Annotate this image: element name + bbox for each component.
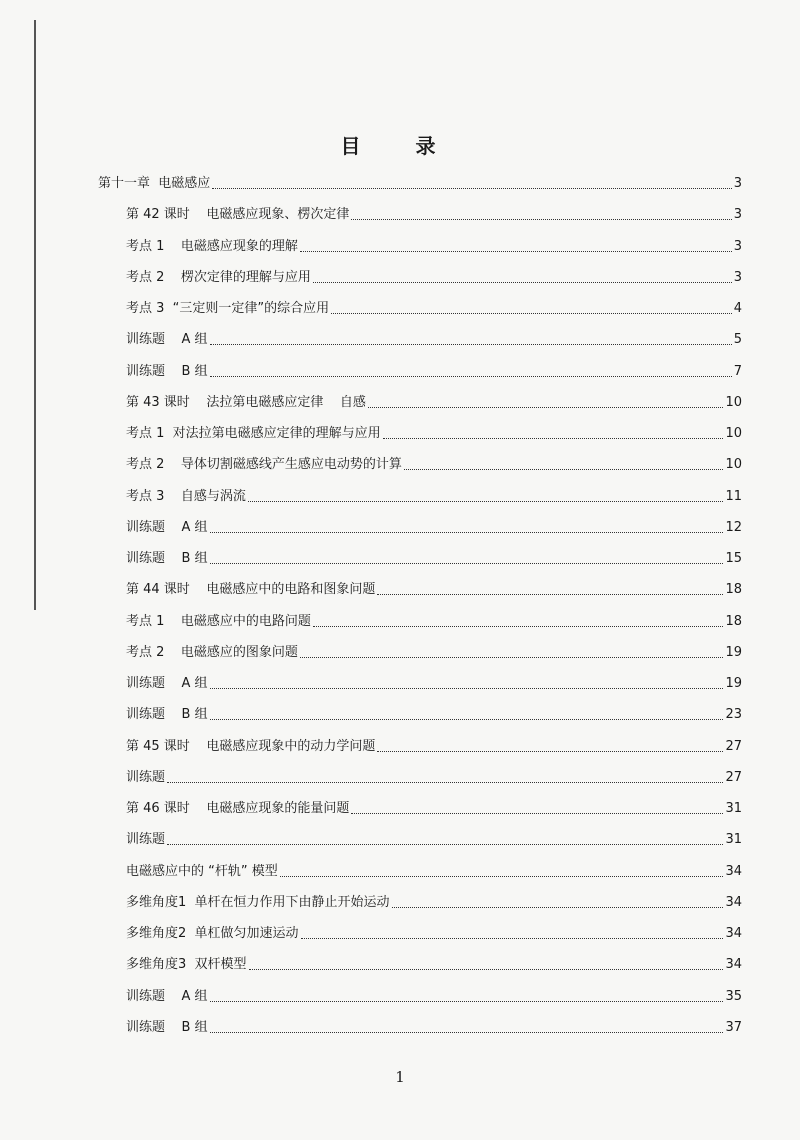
toc-entry xyxy=(126,235,742,255)
toc-entry xyxy=(126,766,742,786)
toc-entry xyxy=(126,953,742,973)
toc-entry-page: 18 xyxy=(725,613,742,629)
page-title: 目 录 xyxy=(340,134,460,158)
toc-entry-label: 考点 1 电磁感应现象的理解 xyxy=(126,238,298,254)
dot-leader xyxy=(404,468,724,470)
dot-leader xyxy=(167,781,723,783)
toc-entry xyxy=(126,828,742,848)
dot-leader xyxy=(210,375,732,377)
binding-margin-line xyxy=(34,20,36,610)
dot-leader xyxy=(167,843,723,845)
dot-leader xyxy=(313,281,732,283)
toc-entry-label: 考点 3 自感与涡流 xyxy=(126,488,246,504)
toc-entry xyxy=(126,328,742,348)
toc-entry-label: 多维角度2 单杠做匀加速运动 xyxy=(126,926,299,941)
dot-leader xyxy=(377,593,723,595)
toc-entry-label: 训练题 B 组 xyxy=(126,551,208,566)
dot-leader xyxy=(210,718,724,720)
toc-entry-page: 4 xyxy=(733,301,742,316)
toc-entry-page: 19 xyxy=(725,644,742,660)
toc-entry-page: 3 xyxy=(733,176,742,191)
toc-entry xyxy=(126,547,742,567)
toc-entry xyxy=(126,297,742,317)
toc-entry-page: 34 xyxy=(725,894,742,910)
toc-entry-page: 3 xyxy=(733,238,742,254)
toc-entry-page: 37 xyxy=(725,1019,742,1035)
toc-entry-page: 7 xyxy=(733,363,742,379)
toc-entry-label: 多维角度1 单杆在恒力作用下由静止开始运动 xyxy=(126,894,390,910)
toc-entry xyxy=(126,641,742,661)
toc-entry-label: 第 45 课时 电磁感应现象中的动力学问题 xyxy=(126,738,376,754)
dot-leader xyxy=(368,406,724,408)
toc-entry-label: 第 44 课时 电磁感应中的电路和图象问题 xyxy=(126,582,376,598)
toc-entry xyxy=(126,360,742,380)
toc-entry xyxy=(98,172,742,192)
toc-entry-page: 31 xyxy=(725,801,742,816)
toc-entry-label: 多维角度3 双杆模型 xyxy=(126,957,247,973)
toc-entry-page: 34 xyxy=(725,957,742,973)
dot-leader xyxy=(210,343,732,345)
dot-leader xyxy=(280,875,724,877)
toc-entry-page: 3 xyxy=(733,269,742,285)
toc-entry-label: 考点 2 电磁感应的图象问题 xyxy=(126,644,298,660)
toc-entry-label: 训练题 A 组 xyxy=(126,332,208,348)
dot-leader xyxy=(210,531,724,533)
toc-entry-page: 3 xyxy=(733,207,742,223)
toc-entry-page: 23 xyxy=(725,707,742,723)
toc-entry xyxy=(126,797,742,817)
dot-leader xyxy=(210,687,724,689)
toc-entry-label: 第 46 课时 电磁感应现象的能量问题 xyxy=(126,801,350,816)
toc-entry xyxy=(126,922,742,942)
toc-entry-page: 27 xyxy=(725,738,742,754)
dot-leader xyxy=(210,562,724,564)
dot-leader xyxy=(249,968,724,970)
dot-leader xyxy=(210,1031,724,1033)
dot-leader xyxy=(301,937,724,939)
toc-entry-page: 31 xyxy=(725,832,742,848)
dot-leader xyxy=(392,906,724,908)
dot-leader xyxy=(300,250,732,252)
dot-leader xyxy=(331,312,732,314)
toc-entry xyxy=(126,672,742,692)
toc-entry xyxy=(126,266,742,286)
toc-entry xyxy=(126,860,742,880)
toc-entry xyxy=(126,516,742,536)
toc-entry xyxy=(126,453,742,473)
toc-entry xyxy=(126,422,742,442)
dot-leader xyxy=(300,656,724,658)
toc-entry-label: 考点 1 对法拉第电磁感应定律的理解与应用 xyxy=(126,426,381,441)
toc-entry xyxy=(126,891,742,911)
toc-entry-label: 训练题 xyxy=(126,832,166,848)
toc-entry-label: 第 43 课时 法拉第电磁感应定律 自感 xyxy=(126,394,366,410)
toc-entry-page: 10 xyxy=(725,426,742,441)
toc-entry xyxy=(126,203,742,223)
toc-entry xyxy=(126,703,742,723)
toc-entry-label: 训练题 B 组 xyxy=(126,363,208,379)
toc-entry xyxy=(126,578,742,598)
toc-entry xyxy=(126,391,742,411)
toc-entry-label: 第 42 课时 电磁感应现象、楞次定律 xyxy=(126,207,350,223)
toc-entry-label: 考点 2 导体切割磁感线产生感应电动势的计算 xyxy=(126,457,402,473)
toc-entry xyxy=(126,735,742,755)
toc-entry-page: 11 xyxy=(725,488,742,504)
toc-entry-label: 训练题 A 组 xyxy=(126,988,208,1004)
dot-leader xyxy=(351,218,731,220)
toc-entry-page: 5 xyxy=(733,332,742,348)
dot-leader xyxy=(351,812,723,814)
toc-entry xyxy=(126,1016,742,1036)
toc-entry-label: 训练题 A 组 xyxy=(126,676,208,691)
toc-entry-label: 考点 1 电磁感应中的电路问题 xyxy=(126,613,311,629)
toc-entry-page: 18 xyxy=(725,582,742,598)
toc-entry xyxy=(126,985,742,1005)
toc-entry-label: 考点 2 楞次定律的理解与应用 xyxy=(126,269,311,285)
dot-leader xyxy=(212,187,731,189)
toc-entry-label: 第十一章 电磁感应 xyxy=(98,176,211,191)
toc-entry-page: 27 xyxy=(725,769,742,785)
toc-entry-label: 训练题 xyxy=(126,769,166,785)
toc-entry-page: 15 xyxy=(725,551,742,566)
toc-entry-label: 训练题 B 组 xyxy=(126,1019,208,1035)
dot-leader xyxy=(248,500,724,502)
toc-entry-page: 10 xyxy=(725,457,742,473)
toc-entry-page: 19 xyxy=(725,676,742,691)
toc-entry-page: 34 xyxy=(725,863,742,879)
toc-entry-label: 训练题 A 组 xyxy=(126,519,208,535)
page-number: 1 xyxy=(395,1068,405,1086)
toc-entry-page: 10 xyxy=(725,394,742,410)
dot-leader xyxy=(377,750,723,752)
toc-entry xyxy=(126,485,742,505)
toc-entry-label: 电磁感应中的 “杆轨” 模型 xyxy=(126,863,278,879)
dot-leader xyxy=(210,1000,724,1002)
toc-entry-label: 训练题 B 组 xyxy=(126,707,208,723)
toc-entry-page: 35 xyxy=(725,988,742,1004)
dot-leader xyxy=(313,625,724,627)
toc-entry-label: 考点 3 “三定则一定律”的综合应用 xyxy=(126,301,330,316)
toc-entry-page: 12 xyxy=(725,519,742,535)
toc-entry xyxy=(126,610,742,630)
dot-leader xyxy=(383,437,724,439)
toc-entry-page: 34 xyxy=(725,926,742,941)
